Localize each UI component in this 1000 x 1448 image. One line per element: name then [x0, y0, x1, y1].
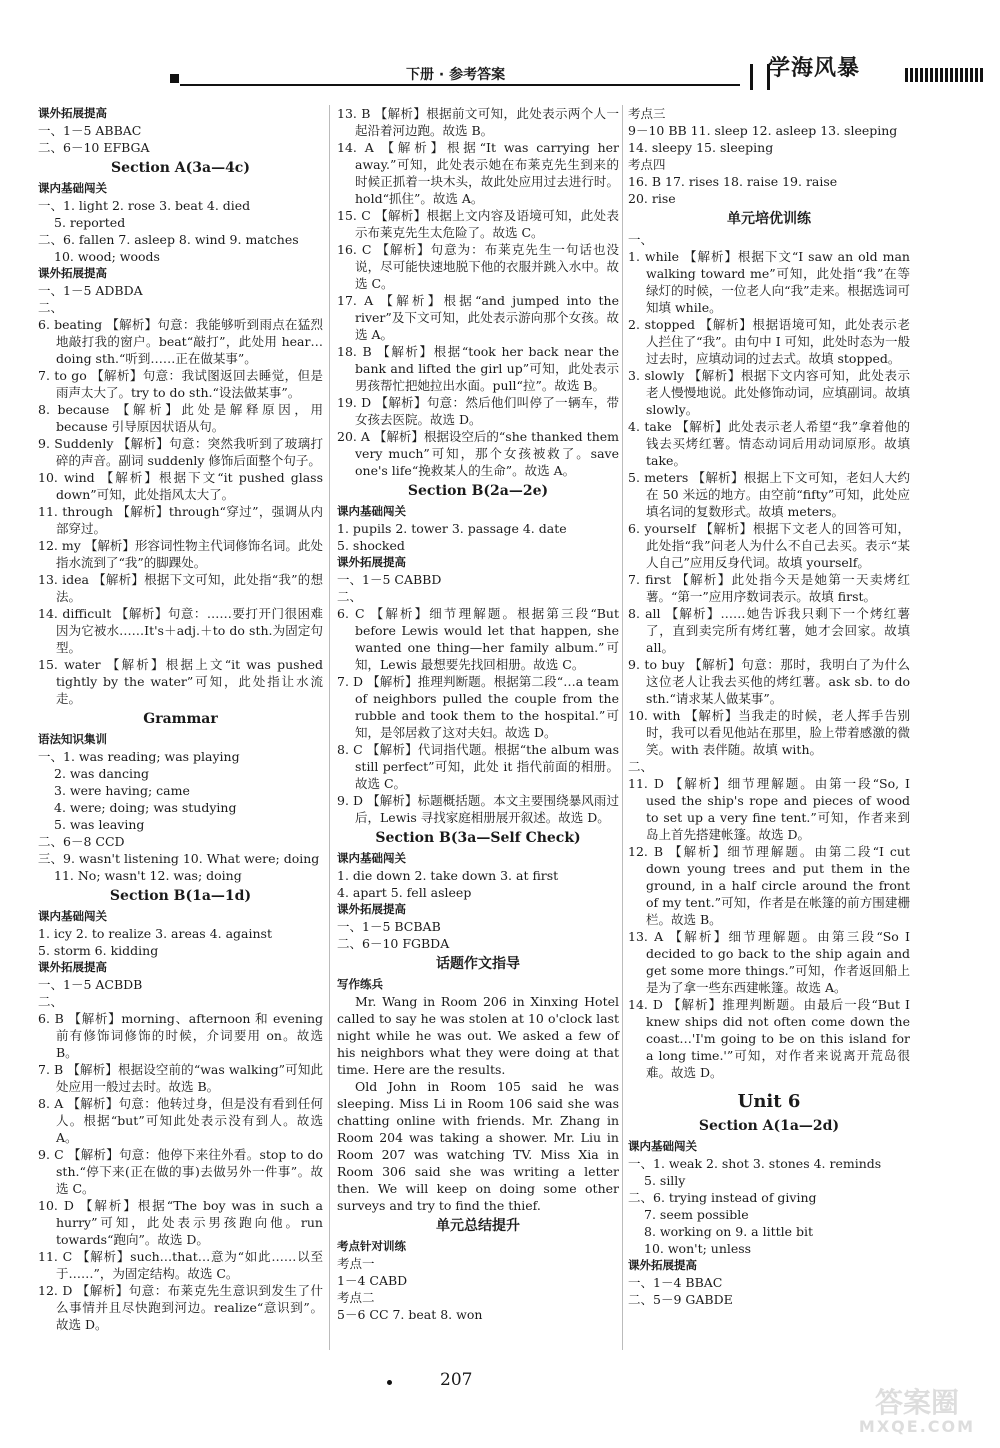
header-bars-mark: [750, 64, 770, 90]
answer-line: 二、5－9 GABDE: [628, 1292, 733, 1307]
answer-line: 一、1－4 BBAC: [628, 1275, 723, 1290]
column-divider: [622, 105, 623, 1350]
answer-item: 7. D 【解析】推理判断题。根据第二段“…a team of neighbors pulled the couple from the rubble and took them to the hospital.”可知，是邻居救了这对夫妇。故选 D。: [337, 674, 619, 740]
section-heading: 单元培优训练: [727, 211, 811, 227]
answer-line: 10. won't; unless: [644, 1241, 752, 1256]
answer-item: 11. C 【解析】such…that…意为“如此……以至于……”，为固定结构。故选 C。: [38, 1249, 323, 1281]
section-heading: Section B(3a—Self Check): [375, 830, 581, 846]
page-header: [0, 56, 1000, 102]
section-subheading: 考点针对训练: [337, 1239, 406, 1253]
section-subheading: 课内基础闯关: [628, 1139, 697, 1153]
section-heading: Section A(3a—4c): [111, 160, 250, 176]
answer-item: 14. D 【解析】推理判断题。由最后一段“But I knew ships did not often come down the coast…'I'm going to be on this island for a long time.'”可知，对作者来说离开荒岛很难。故选 D。: [628, 997, 910, 1080]
section-subheading: 课内基础闯关: [38, 181, 107, 195]
answer-item: 14. difficult 【解析】句意：……要打开门很困难因为它被水……It's＋adj.＋to do sth.为固定句型。: [38, 606, 323, 655]
answer-item: 10. wind 【解析】根据下文“it pushed glass down”可知，此处指风太大了。: [38, 470, 323, 502]
section-subheading: 课外拓展提高: [628, 1258, 697, 1272]
answer-item: 8. A 【解析】句意：他转过身，但是没有看到任何人。根据“but”可知此处表示没有到人。故选 A。: [38, 1096, 323, 1145]
answer-line: 11. No; wasn't 12. was; doing: [54, 868, 242, 883]
answer-line: 1. icy 2. to realize 3. areas 4. against: [38, 926, 272, 941]
answer-item: 3. slowly 【解析】根据下文内容可知，此处表示老人慢慢地说。此处修饰动词，应填副词。故填 slowly。: [628, 368, 910, 417]
answer-item: 10. with 【解析】当我走的时候，老人挥手告别时，我可以看见他站在那里，脸上带着感激的微笑。with 表伴随。故填 with。: [628, 708, 910, 757]
section-subheading: 课外拓展提高: [38, 960, 107, 974]
answer-line: 考点四: [628, 157, 666, 172]
answer-line: 一、: [628, 232, 654, 247]
answer-item: 9. to buy 【解析】句意：那时，我明白了为什么这位老人让我去买他的烤红薯。ask sb. to do sth.“请求某人做某事”。: [628, 657, 910, 706]
answer-line: 4. apart 5. fell asleep: [337, 885, 472, 900]
answer-line: 一、1. was reading; was playing: [38, 749, 240, 764]
section-subheading: 课内基础闯关: [38, 909, 107, 923]
answer-line: 20. rise: [628, 191, 676, 206]
answer-item: 10. D 【解析】根据“The boy was in such a hurry”可知，此处表示男孩跑向他。run towards“跑向”。故选 D。: [38, 1198, 323, 1247]
answer-line: 二、: [38, 994, 64, 1009]
answer-item: 15. C 【解析】根据上文内容及语境可知，此处表示布莱克先生太危险了。故选 C。: [337, 208, 619, 240]
answer-item: 12. my 【解析】形容词性物主代词修饰名词。此处指水流到了“我”的脚踝处。: [38, 538, 323, 570]
section-subheading: 课外拓展提高: [38, 106, 107, 120]
answer-line: 一、1－5 ADBDA: [38, 283, 143, 298]
answer-item: 9. Suddenly 【解析】句意：突然我听到了玻璃打碎的声音。副词 suddenly 修饰后面整个句子。: [38, 436, 323, 468]
answer-line: 7. seem possible: [644, 1207, 749, 1222]
answer-item: 7. first 【解析】此处指今天是她第一天卖烤红薯。“第一”应用序数词表示。故填 first。: [628, 572, 910, 604]
answer-line: 4. were; doing; was studying: [54, 800, 237, 815]
answer-line: 1－4 CABD: [337, 1273, 408, 1288]
answer-line: 8. working on 9. a little bit: [644, 1224, 814, 1239]
section-subheading: 课内基础闯关: [337, 504, 406, 518]
answer-item: 2. stopped 【解析】根据语境可知，此处表示老人拦住了“我”。由句中 I 可知，此处时态为一般过去时，应填动词的过去式。故填 stopped。: [628, 317, 910, 366]
answer-item: 13. B 【解析】根据前文可知，此处表示两个人一起沿着河边跑。故选 B。: [337, 106, 619, 138]
section-subheading: 课外拓展提高: [337, 902, 406, 916]
answer-line: 10. wood; woods: [54, 249, 160, 264]
section-heading: Grammar: [143, 711, 218, 727]
answer-item: 8. because 【解析】此处是解释原因，用 because 引导原因状语从句。: [38, 402, 323, 434]
answer-line: 5. storm 6. kidding: [38, 943, 159, 958]
answer-line: 二、: [337, 589, 363, 604]
answer-item: 11. D 【解析】细节理解题。由第一段“So, I used the ship's rope and pieces of wood to set up a very fine tent.”可知，作者来到岛上首先搭建帐篷。故选 D。: [628, 776, 910, 842]
answer-line: 考点二: [337, 1290, 375, 1305]
answer-line: 一、1. weak 2. shot 3. stones 4. reminds: [628, 1156, 882, 1171]
section-subheading: 课外拓展提高: [38, 266, 107, 280]
answer-line: 5. was leaving: [54, 817, 145, 832]
answer-item: 12. D 【解析】句意：布莱克先生意识到发生了什么事情并且尽快跑到河边。realize“意识到”。故选 D。: [38, 1283, 323, 1332]
answer-line: 一、1－5 BCBAB: [337, 919, 441, 934]
answer-item: 7. to go 【解析】句意：我试图返回去睡觉，但是雨声太大了。try to do sth.“设法做某事”。: [38, 368, 323, 400]
answer-line: 一、1－5 CABBD: [337, 572, 442, 587]
section-subheading: 课内基础闯关: [337, 851, 406, 865]
answer-line: 二、: [628, 759, 654, 774]
section-heading: Section B(1a—1d): [109, 888, 252, 904]
section-subheading: 写作练兵: [337, 977, 383, 991]
header-title: 下册 · 参考答案: [400, 67, 511, 84]
answer-line: 一、1－5 ACBDB: [38, 977, 143, 992]
section-heading: 话题作文指导: [436, 956, 520, 972]
answer-line: 二、: [38, 300, 64, 315]
answer-item: 5. meters 【解析】根据上下文可知，老妇人大约在 50 米远的地方。由空前“fifty”可知，此处应填名词的复数形式。故填 meters。: [628, 470, 910, 519]
header-square-mark: [170, 74, 179, 83]
answer-line: 一、1－5 ABBAC: [38, 123, 142, 138]
answer-column-3: [628, 105, 910, 1308]
answer-item: 8. all 【解析】……她告诉我只剩下一个烤红薯了，直到卖完所有烤红薯，她才会回家。故填 all。: [628, 606, 910, 655]
answer-item: 9. C 【解析】句意：他停下来往外看。stop to do sth.“停下来(正在做的事)去做另外一件事”。故选 C。: [38, 1147, 323, 1196]
answer-column-1: [38, 105, 323, 1333]
page-number: 207: [440, 1370, 473, 1390]
brand-logo: 学海风暴: [768, 56, 861, 81]
answer-line: 1. die down 2. take down 3. at first: [337, 868, 559, 883]
watermark: [842, 1388, 992, 1444]
column-divider: [329, 105, 330, 1350]
answer-line: 1. pupils 2. tower 3. passage 4. date: [337, 521, 567, 536]
answer-item: 6. B 【解析】morning、afternoon 和 evening 前有修饰词修饰的时候，介词要用 on。故选 B。: [38, 1011, 323, 1060]
answer-item: 4. take 【解析】此处表示老人希望“我”拿着他的钱去买烤红薯。情态动词后用动词原形。故填 take。: [628, 419, 910, 468]
answer-item: 16. C 【解析】句意为：布莱克先生一句话也没说，尽可能快速地脱下他的衣服并跳入水中。故选 C。: [337, 242, 619, 291]
answer-line: 考点三: [628, 106, 666, 121]
answer-item: 1. while 【解析】根据下文“I saw an old man walking toward me”可知，此处指“我”在等绿灯的时候，一位老人向“我”走来。根据选词可知填 while。: [628, 249, 910, 315]
answer-line: 二、6－8 CCD: [38, 834, 125, 849]
section-subheading: 课外拓展提高: [337, 555, 406, 569]
answer-item: 6. beating 【解析】句意：我能够听到雨点在猛烈地敲打我的窗户。beat“敲打”，此处用 hear…doing sth.“听到……正在做某事”。: [38, 317, 323, 366]
section-heading: 单元总结提升: [436, 1218, 520, 1234]
answer-item: 7. B 【解析】根据设空前的“was walking”可知此处应用一般过去时。故选 B。: [38, 1062, 323, 1094]
answer-line: 二、6－10 FGBDA: [337, 936, 450, 951]
answer-item: 9. D 【解析】标题概括题。本文主要围绕暴风雨过后，Lewis 寻找家庭相册展开叙述。故选 D。: [337, 793, 619, 825]
answer-line: 5. shocked: [337, 538, 405, 553]
essay-paragraph: Old John in Room 105 said he was sleeping. Miss Li in Room 106 said she was chatting online with friends. Mr. Zhang in Room 204 was taking a shower. Mr. Liu in Room 207 was watching TV. Miss Xia in Room 306 said she was writing a letter then. We will keep on doing some other surveys and try to find the thief.: [337, 1079, 619, 1213]
answer-item: 8. C 【解析】代词指代题。根据“the album was still perfect”可知，此处 it 指代前面的相册。故选 C。: [337, 742, 619, 791]
answer-item: 17. A 【解析】根据“and jumped into the river”及下文可知，此处表示游向那个女孩。故选 A。: [337, 293, 619, 342]
answer-line: 二、6－10 EFBGA: [38, 140, 150, 155]
answer-line: 9－10 BB 11. sleep 12. asleep 13. sleeping: [628, 123, 898, 138]
answer-item: 11. through 【解析】through“穿过”，强调从内部穿过。: [38, 504, 323, 536]
answer-item: 15. water 【解析】根据上文“it was pushed tightly by the water”可知，此处指让水流走。: [38, 657, 323, 706]
answer-column-2: [337, 105, 619, 1323]
answer-item: 13. idea 【解析】根据下文可知，此处指“我”的想法。: [38, 572, 323, 604]
answer-line: 二、6. trying instead of giving: [628, 1190, 817, 1205]
essay-paragraph: Mr. Wang in Room 206 in Xinxing Hotel called to say he was stolen at 10 o'clock last night while he was out. We asked a few of his neighbors what they were doing at that time. Here are the results.: [337, 994, 619, 1077]
answer-line: 三、9. wasn't listening 10. What were; doing: [38, 851, 320, 866]
header-rule: [180, 84, 740, 86]
answer-line: 3. were having; came: [54, 783, 190, 798]
section-heading: Section B(2a—2e): [407, 483, 549, 499]
answer-item: 12. B 【解析】细节理解题。由第二段“I cut down young trees and put them in the ground, in a half circle around the front of my tent.”可知，作者是在帐篷的前方围建栅栏。故选 B。: [628, 844, 910, 927]
answer-item: 6. C 【解析】细节理解题。根据第三段“But before Lewis would let that happen, she wanted one thing—her family album.”可知，Lewis 最想要先找回相册。故选 C。: [337, 606, 619, 672]
unit-heading: Unit 6: [737, 1091, 801, 1112]
section-heading: Section A(1a—2d): [698, 1118, 840, 1134]
watermark-url: MXQE.COM: [858, 1417, 976, 1436]
answer-line: 14. sleepy 15. sleeping: [628, 140, 774, 155]
answer-item: 20. A 【解析】根据设空后的“she thanked them very much”可知，那个女孩被救了。save one's life“挽救某人的生命”。故选 A。: [337, 429, 619, 478]
answer-item: 13. A 【解析】细节理解题。由第三段“So I decided to go back to the ship again and get some more things.”可知，作者返回船上是为了拿一些东西建帐篷。故选 A。: [628, 929, 910, 995]
answer-line: 考点一: [337, 1256, 375, 1271]
answer-line: 5－6 CC 7. beat 8. won: [337, 1307, 483, 1322]
answer-item: 14. A 【解析】根据“It was carrying her away.”可知，此处表示她在布莱克先生到来的时候正抓着一块木头，故此处应用过去进行时。hold“抓住”。故选 A。: [337, 140, 619, 206]
answer-line: 16. B 17. rises 18. raise 19. raise: [628, 174, 838, 189]
answer-line: 二、6. fallen 7. asleep 8. wind 9. matches: [38, 232, 299, 247]
answer-line: 5. silly: [644, 1173, 686, 1188]
section-subheading: 语法知识集训: [38, 732, 107, 746]
watermark-logo-text: 答案圈: [874, 1386, 959, 1419]
answer-item: 19. D 【解析】句意：然后他们叫停了一辆车，带女孩去医院。故选 D。: [337, 395, 619, 427]
header-decoration: [905, 68, 985, 82]
answer-item: 6. yourself 【解析】根据下文老人的回答可知，此处指“我”问老人为什么不自己去买。表示“某人自己”应用反身代词。故填 yourself。: [628, 521, 910, 570]
footer-dot: [387, 1380, 392, 1385]
answer-line: 一、1. light 2. rose 3. beat 4. died: [38, 198, 251, 213]
answer-line: 2. was dancing: [54, 766, 149, 781]
answer-item: 18. B 【解析】根据“took her back near the bank and lifted the girl up”可知，此处表示男孩帮忙把她拉出水面。pull“拉”。故选 B。: [337, 344, 619, 393]
answer-line: 5. reported: [54, 215, 126, 230]
